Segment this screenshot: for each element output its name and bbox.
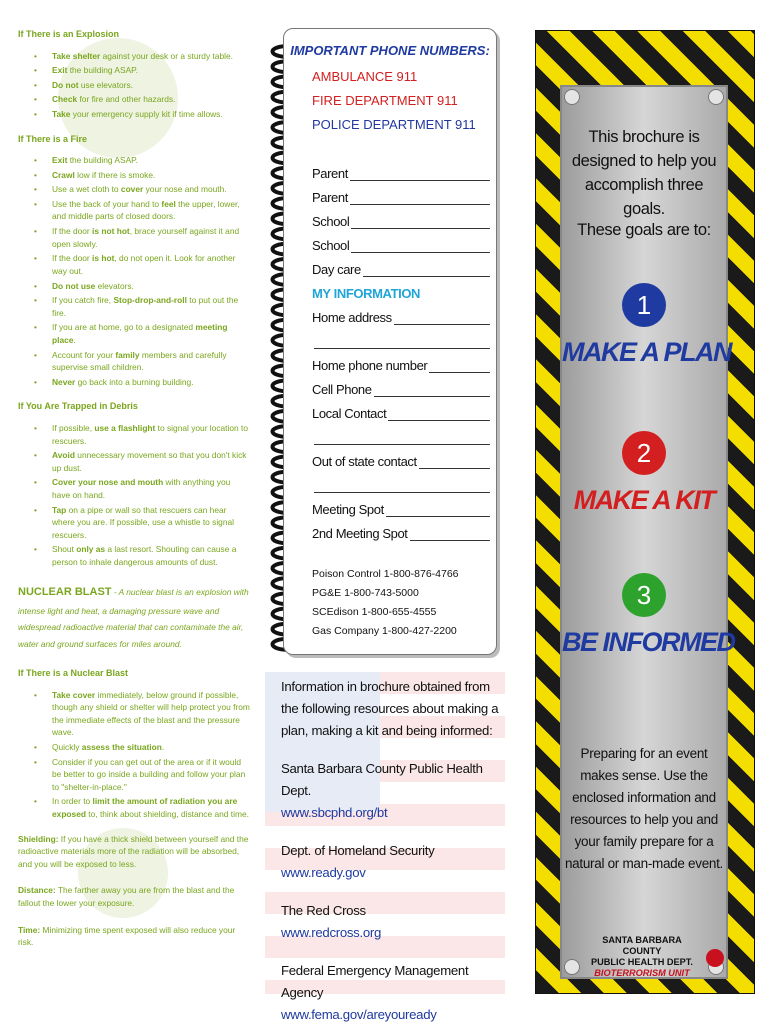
resource-org: Dept. of Homeland Security — [281, 843, 435, 858]
list-item: • If you are at home, go to a designated meeting place. — [52, 321, 250, 346]
goal-number-badge: 1 — [622, 283, 666, 327]
home-address-field[interactable]: Home address — [312, 301, 490, 325]
school-field[interactable]: School — [312, 229, 490, 253]
meeting-spot-field[interactable]: Meeting Spot — [312, 493, 490, 517]
metal-plate — [560, 85, 735, 979]
list-item: • Do not use elevators. — [52, 280, 250, 293]
explosion-list — [18, 50, 250, 121]
local-contact-field[interactable]: Local Contact — [312, 397, 490, 421]
fire-heading: If There is a Fire — [18, 133, 88, 144]
resource-link[interactable]: www.fema.gov/areyouready — [281, 1007, 437, 1022]
goal-title: MAKE A KIT — [573, 485, 715, 515]
utility-contacts — [312, 565, 459, 641]
preparing-text: Preparing for an event makes sense. Use the enclosed information and resources to help you and your family prepare for a natural or man-made event. — [564, 746, 724, 871]
fire-list — [18, 154, 250, 388]
nuclear-list — [18, 689, 250, 821]
explosion-heading: If There is an Explosion — [18, 29, 120, 39]
phone-notebook — [265, 28, 505, 658]
local-contact-field-2[interactable] — [312, 421, 490, 445]
debris-heading: If You Are Trapped in Debris — [18, 401, 138, 412]
home-phone-field[interactable]: Home phone number — [312, 349, 490, 373]
goal-title: MAKE A PLAN — [562, 337, 731, 367]
brochure-intro: This brochure is designed to help you accomplish three goals. — [571, 128, 717, 218]
resource-org: The Red Cross — [281, 903, 366, 918]
goal-title: BE INFORMED — [562, 627, 735, 657]
poison-control: Poison Control 1-800-876-4766 — [312, 568, 459, 580]
gas-company-contact: Gas Company 1-800-427-2200 — [312, 625, 457, 637]
list-item: • Tap on a pipe or wall so that rescuers can hear where you are. If possible, use a whistle to signal rescuers. — [52, 504, 250, 542]
list-item: • If the door is not hot, brace yourself against it and open slowly. — [52, 225, 250, 250]
list-item: • If the door is hot, do not open it. Look for another way out. — [52, 252, 250, 277]
list-item: • Use the back of your hand to feel the upper, lower, and middle parts of closed doors. — [52, 198, 250, 223]
fire-number: FIRE DEPARTMENT 911 — [312, 93, 458, 108]
shielding-paragraph: Shielding: If you have a thick shield between yourself and the radioactive materials more of the radiation will be absorbed, and you will be exposed to less. — [18, 833, 249, 869]
list-item: • Use a wet cloth to cover your nose and mouth. — [52, 183, 250, 196]
list-item: • Quickly assess the situation. — [52, 741, 250, 754]
list-item: • Cover your nose and mouth with anything you have on hand. — [52, 476, 250, 501]
resource-org: Federal Emergency Management Agency — [281, 963, 469, 1000]
biohazard-icon — [706, 949, 724, 967]
department-logo-text: SANTA BARBARA COUNTY PUBLIC HEALTH DEPT. BIOTERRORISM UNIT — [591, 935, 693, 978]
list-item: • If you catch fire, Stop-drop-and-roll to put out the fire. — [52, 294, 250, 319]
list-item: • Exit the building ASAP. — [52, 64, 250, 77]
list-item: • Shout only as a last resort. Shouting can cause a person to inhale dangerous amounts of dust. — [52, 543, 250, 568]
list-item: • Take cover immediately, below ground if possible, though any shield or shelter will help protect you from the immediate effects of the blast and the pressure wave. — [52, 689, 250, 739]
distance-paragraph: Distance: The farther away you are from the blast and the fallout the lower your exposure. — [18, 885, 235, 909]
list-item: • Take shelter against your desk or a sturdy table. — [52, 50, 250, 63]
second-meeting-spot-field[interactable]: 2nd Meeting Spot — [312, 517, 490, 541]
list-item: • Check for fire and other hazards. — [52, 93, 250, 106]
bolt-icon — [708, 89, 724, 105]
list-item: • Consider if you can get out of the area or if it would be better to go inside a building and follow your plan to "shelter-in-place." — [52, 756, 250, 794]
debris-list — [18, 422, 250, 569]
scedison-contact: SCEdison 1-800-655-4555 — [312, 606, 437, 618]
goal-number-badge: 3 — [622, 573, 666, 617]
parent-field[interactable]: Parent — [312, 181, 490, 205]
goals-label: These goals are to: — [577, 221, 711, 239]
resource-link[interactable]: www.redcross.org — [281, 925, 381, 940]
nuclear-heading: If There is a Nuclear Blast — [18, 668, 129, 679]
list-item: • Exit the building ASAP. — [52, 154, 250, 167]
list-item: • In order to limit the amount of radiation you are exposed to, think about shielding, distance and time. — [52, 795, 250, 820]
cover-panel — [535, 30, 755, 994]
nuclear-blast-intro: NUCLEAR BLAST - A nuclear blast is an explosion with intense light and heat, a damaging pressure wave and widespread radioactive material that can contaminate the air, water and ground surfaces for miles around. — [18, 585, 249, 650]
phone-heading: IMPORTANT PHONE NUMBERS: — [290, 43, 490, 58]
cell-phone-field[interactable]: Cell Phone — [312, 373, 490, 397]
list-item: • If possible, use a flashlight to signal your location to rescuers. — [52, 422, 250, 447]
list-item: • Account for your family members and carefully supervise small children. — [52, 349, 250, 374]
resources-flag-panel — [265, 672, 505, 1022]
home-address-field-2[interactable] — [312, 325, 490, 349]
out-of-state-field-2[interactable] — [312, 469, 490, 493]
contact-form — [312, 157, 490, 541]
pge-contact: PG&E 1-800-743-5000 — [312, 587, 419, 599]
parent-field[interactable]: Parent — [312, 157, 490, 181]
school-field[interactable]: School — [312, 205, 490, 229]
ambulance-number: AMBULANCE 911 — [312, 69, 418, 84]
my-information-heading: MY INFORMATION — [312, 286, 421, 301]
resource-link[interactable]: www.sbcphd.org/bt — [281, 805, 388, 820]
list-item: • Never go back into a burning building. — [52, 376, 250, 389]
out-of-state-field[interactable]: Out of state contact — [312, 445, 490, 469]
resource-org: Santa Barbara County Public Health Dept. — [281, 761, 483, 798]
list-item: • Crawl low if there is smoke. — [52, 169, 250, 182]
list-item: • Take your emergency supply kit if time allows. — [52, 108, 250, 121]
day-care-field[interactable]: Day care — [312, 253, 490, 277]
resource-link[interactable]: www.ready.gov — [281, 865, 366, 880]
list-item: • Avoid unnecessary movement so that you don't kick up dust. — [52, 449, 250, 474]
resources-heading: Information in brochure obtained from the following resources about making a plan, making a kit and being informed: — [281, 679, 499, 738]
time-paragraph: Time: Minimizing time spent exposed will also reduce your risk. — [18, 924, 236, 948]
resources-text — [265, 672, 505, 1026]
goal-number-badge: 2 — [622, 431, 666, 475]
police-number: POLICE DEPARTMENT 911 — [312, 117, 476, 132]
bolt-icon — [564, 959, 580, 975]
instructions-column — [18, 28, 250, 963]
list-item: • Do not use elevators. — [52, 79, 250, 92]
phone-card — [283, 28, 497, 655]
bolt-icon — [564, 89, 580, 105]
